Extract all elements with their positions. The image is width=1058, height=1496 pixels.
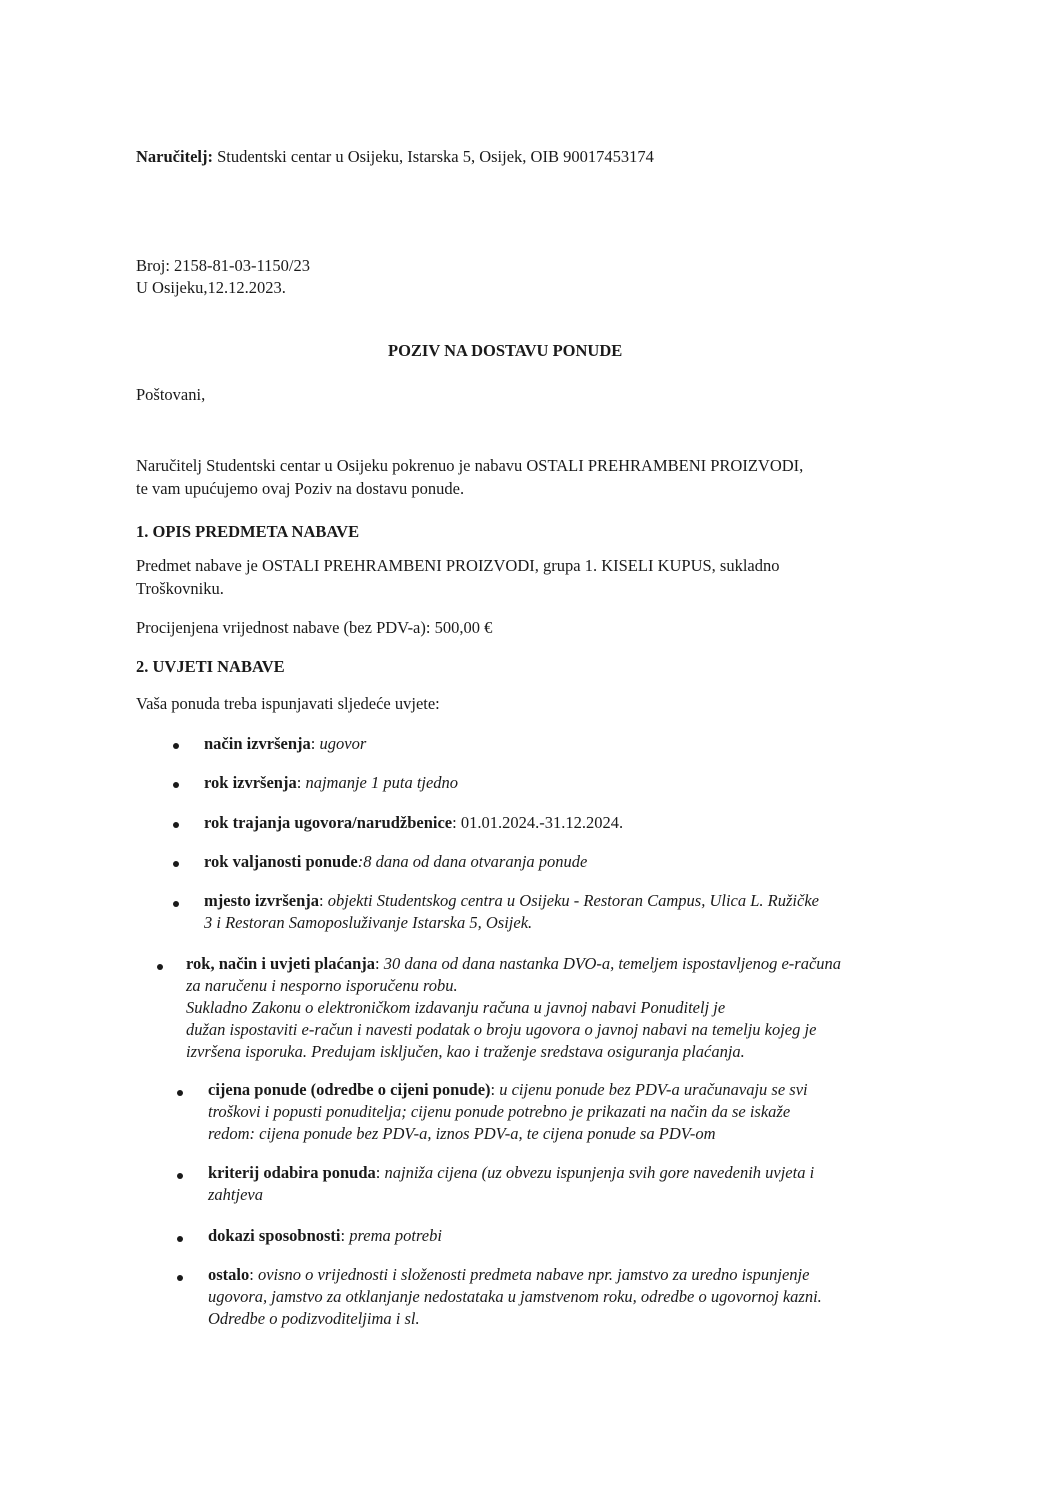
condition-value: ugovor (319, 734, 367, 753)
condition-separator: : (357, 852, 364, 871)
condition-item (204, 772, 458, 794)
bullet-icon (173, 782, 179, 788)
condition-value-continued: ugovora, jamstvo za otklanjanje nedostataka u jamstvenom roku, odredbe o ugovornoj kazni. (208, 1287, 822, 1306)
bullet-icon (173, 901, 179, 907)
client-text: Studentski centar u Osijeku, Istarska 5, Osijek, OIB 90017453174 (217, 147, 654, 166)
condition-separator: : (452, 813, 461, 832)
condition-value: najniža cijena (uz obvezu ispunjenja svih gore navedenih uvjeta i (384, 1163, 815, 1182)
condition-value: najmanje 1 puta tjedno (305, 773, 459, 792)
client-line (136, 146, 654, 168)
condition-value-continued: za naručenu i nesporno isporučenu robu. (186, 976, 458, 995)
subject-line-2: Troškovniku. (136, 579, 224, 598)
condition-value-continued: zahtjeva (208, 1185, 263, 1204)
bullet-icon (177, 1236, 183, 1242)
reference-place-date: U Osijeku,12.12.2023. (136, 278, 286, 297)
condition-item (208, 1264, 822, 1330)
bullet-icon (177, 1275, 183, 1281)
condition-value-continued: troškovi i popusti ponuditelja; cijenu ponude potrebno je prikazati na način da se iskaže (208, 1102, 791, 1121)
condition-value-continued: izvršena isporuka. Predujam isključen, kao i traženje sredstava osiguranja plaćanja. (186, 1042, 745, 1061)
condition-value: prema potrebi (349, 1226, 442, 1245)
condition-separator: : (375, 1163, 385, 1182)
condition-item (208, 1162, 814, 1206)
condition-label: ostalo (208, 1265, 250, 1284)
subject-line-1: Predmet nabave je OSTALI PREHRAMBENI PROIZVODI, grupa 1. KISELI KUPUS, sukladno (136, 556, 780, 575)
condition-item (204, 851, 587, 873)
condition-value: 30 dana od dana nastanka DVO-a, temeljem ispostavljenog e-računa (383, 954, 842, 973)
condition-label: način izvršenja (204, 734, 311, 753)
condition-separator: : (249, 1265, 258, 1284)
section-1-heading: 1. OPIS PREDMETA NABAVE (136, 522, 360, 541)
condition-value: 8 dana od dana otvaranja ponude (363, 852, 588, 871)
condition-value: u cijenu ponude bez PDV-a uračunavaju se svi (499, 1080, 808, 1099)
condition-label: rok, način i uvjeti plaćanja (186, 954, 376, 973)
condition-separator: : (375, 954, 384, 973)
condition-value-continued: dužan ispostaviti e-račun i navesti podatak o broju ugovora o javnoj nabavi na temelju kojeg je (186, 1020, 817, 1039)
section-2-heading: 2. UVJETI NABAVE (136, 657, 285, 676)
condition-separator: : (296, 773, 306, 792)
condition-value-continued: redom: cijena ponude bez PDV-a, iznos PDV-a, te cijena ponude sa PDV-om (208, 1124, 716, 1143)
bullet-icon (177, 1173, 183, 1179)
greeting: Poštovani, (136, 385, 206, 404)
estimated-value: Procijenjena vrijednost nabave (bez PDV-a): 500,00 € (136, 618, 493, 637)
bullet-icon (177, 1090, 183, 1096)
condition-label: rok izvršenja (204, 773, 297, 792)
condition-label: mjesto izvršenja (204, 891, 320, 910)
condition-item (204, 733, 366, 755)
condition-value-continued: Sukladno Zakonu o elektroničkom izdavanju računa u javnoj nabavi Ponuditelj je (186, 998, 726, 1017)
condition-value-continued: Odredbe o podizvoditeljima i sl. (208, 1309, 420, 1328)
condition-label: dokazi sposobnosti (208, 1226, 341, 1245)
condition-separator: : (319, 891, 328, 910)
bullet-icon (173, 861, 179, 867)
condition-label: rok trajanja ugovora/narudžbenice (204, 813, 453, 832)
condition-label: cijena ponude (odredbe o cijeni ponude) (208, 1080, 491, 1099)
document-title: POZIV NA DOSTAVU PONUDE (388, 341, 623, 360)
condition-item (208, 1225, 442, 1247)
condition-separator: : (490, 1080, 500, 1099)
condition-label: kriterij odabira ponuda (208, 1163, 376, 1182)
condition-value: ovisno o vrijednosti i složenosti predmeta nabave npr. jamstvo za uredno ispunjenje (257, 1265, 810, 1284)
condition-label: rok valjanosti ponude (204, 852, 358, 871)
condition-value-continued: 3 i Restoran Samoposluživanje Istarska 5, Osijek. (204, 913, 533, 932)
client-label: Naručitelj: (136, 147, 213, 166)
condition-item (204, 890, 819, 934)
condition-item (208, 1079, 808, 1145)
condition-value: objekti Studentskog centra u Osijeku - Restoran Campus, Ulica L. Ružičke (327, 891, 819, 910)
condition-separator: : (310, 734, 320, 753)
condition-item (204, 812, 623, 834)
intro-line-2: te vam upućujemo ovaj Poziv na dostavu ponude. (136, 479, 465, 498)
bullet-icon (157, 964, 163, 970)
condition-separator: : (340, 1226, 350, 1245)
bullet-icon (173, 822, 179, 828)
condition-item (186, 953, 841, 1063)
reference-number: Broj: 2158-81-03-1150/23 (136, 256, 310, 275)
bullet-icon (173, 743, 179, 749)
intro-line-1: Naručitelj Studentski centar u Osijeku pokrenuo je nabavu OSTALI PREHRAMBENI PROIZVODI, (136, 456, 804, 475)
condition-value: 01.01.2024.-31.12.2024. (460, 813, 624, 832)
conditions-intro: Vaša ponuda treba ispunjavati sljedeće uvjete: (136, 694, 440, 713)
